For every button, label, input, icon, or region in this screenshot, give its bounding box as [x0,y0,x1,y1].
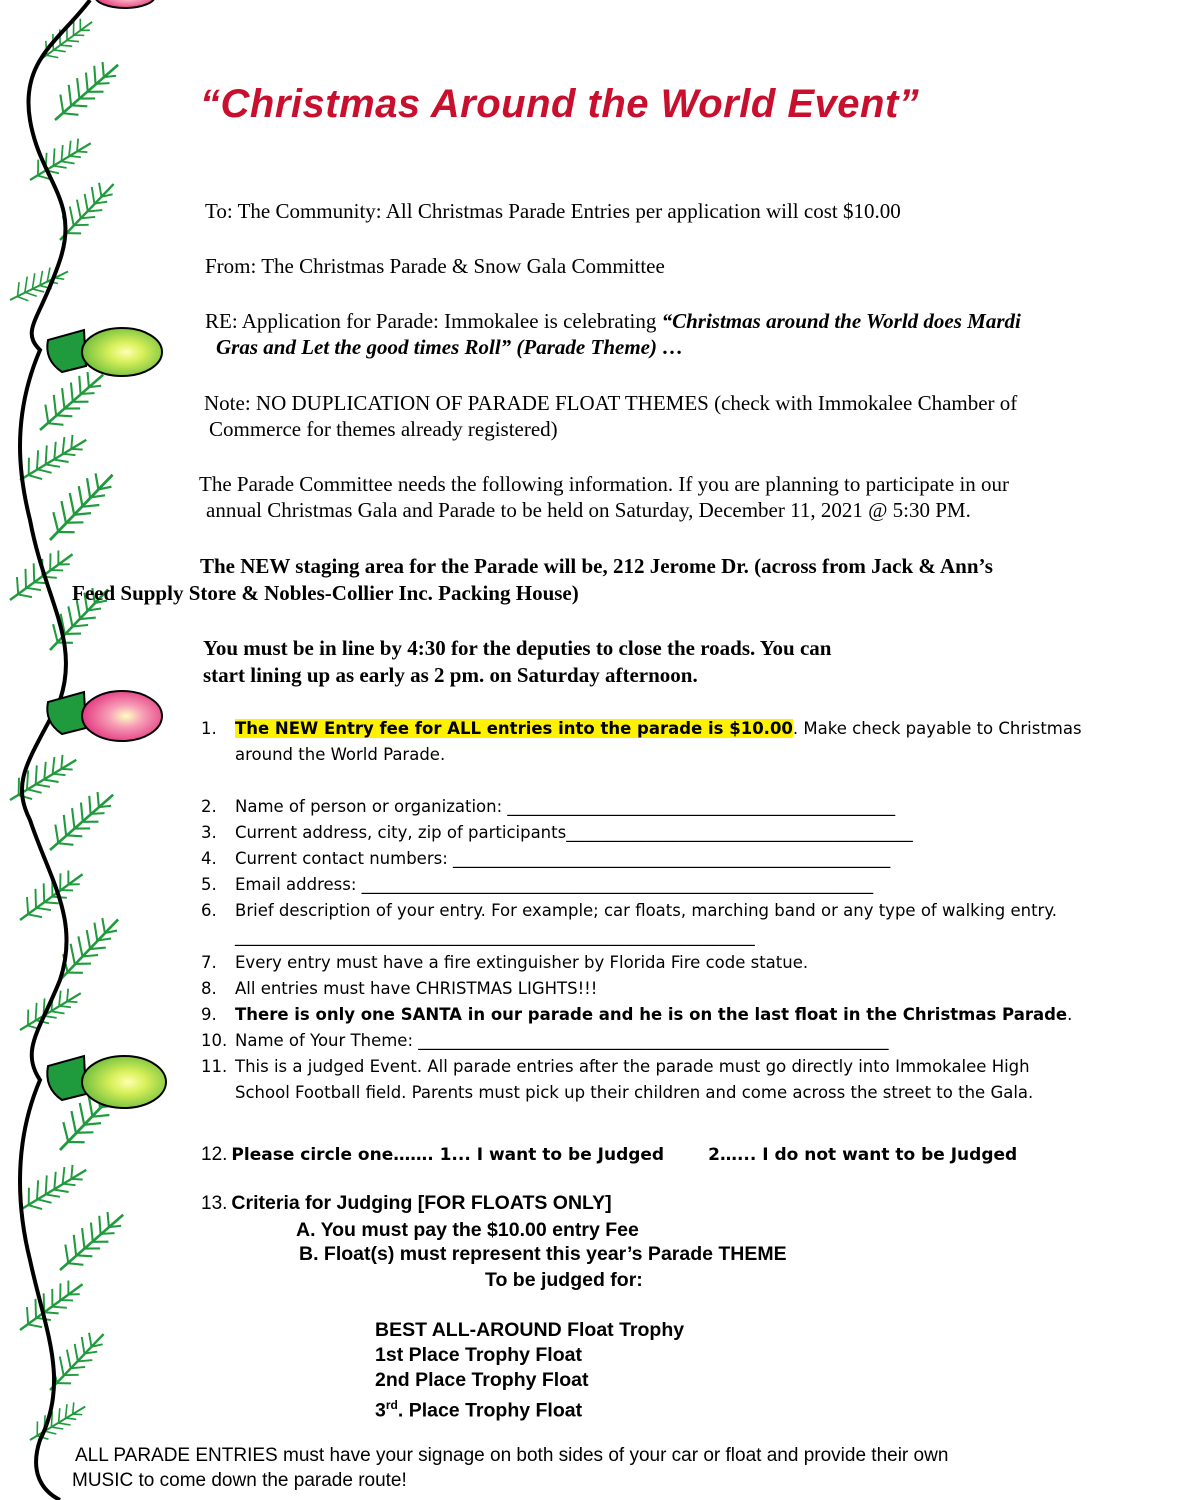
list-item: 2. Name of person or organization: _______________________________________________ [201,797,896,816]
lineup-notice-cont: start lining up as early as 2 pm. on Saturday afternoon. [203,663,698,687]
list-item: 3. Current address, city, zip of participants__________________________________________ [201,823,913,842]
list-item: 10. Name of Your Theme: _________________________________________________________ [201,1031,889,1050]
email-field: Email address: ______________________________________________________________ [235,875,874,894]
pink-bulb-icon [47,691,162,741]
list-item: 7. Every entry must have a fire extinguisher by Florida Fire code statue. [201,953,809,972]
contact-numbers-field: Current contact numbers: _____________________________________________________ [235,849,891,868]
criteria-a: A. You must pay the $10.00 entry Fee [296,1219,639,1241]
staging-area-cont: Feed Supply Store & Nobles-Collier Inc. Packing House) [72,581,579,605]
list-item: 11. This is a judged Event. All parade entries after the parade must go directly into Immokalee High [201,1057,1030,1076]
green-bulb-icon [47,1056,166,1108]
list-item: 5. Email address: ______________________________________________________________ [201,875,874,894]
trophy-third: 3rd. Place Trophy Float [375,1398,583,1422]
organization-name-field: Name of person or organization: _______________________________________________ [235,797,896,816]
trophy-best: BEST ALL-AROUND Float Trophy [375,1319,685,1341]
christmas-light-garland [0,0,200,1500]
info-paragraph: The Parade Committee needs the following information. If you are planning to participate in our [199,472,1010,496]
list-item: 9. There is only one SANTA in our parade and he is on the last float in the Christmas Parade. [201,1005,1073,1024]
criteria-c: To be judged for: [485,1269,643,1291]
memo-re [205,308,1021,334]
judging-criteria: 13. Criteria for Judging [FOR FLOATS ONLY] [201,1192,612,1214]
green-bulb-icon [47,328,162,376]
not-judged-option: 2…... I do not want to be Judged [708,1145,1018,1165]
lineup-notice: You must be in line by 4:30 for the deputies to close the roads. You can [203,636,832,660]
page-title: “Christmas Around the World Event” [200,82,920,126]
entry-description-field: _______________________________________________________________ [235,927,755,946]
trophy-first: 1st Place Trophy Float [375,1344,582,1366]
list-item-cont: around the World Parade. [235,745,446,764]
judging-choice: 12. Please circle one……. 1... I want to be Judged 2…... I do not want to be Judged [201,1144,1018,1165]
list-item-cont: School Football field. Parents must pick up their children and come across the street to the Gala. [235,1083,1034,1102]
trophy-second: 2nd Place Trophy Float [375,1369,589,1391]
criteria-b: B. Float(s) must represent this year’s Parade THEME [299,1243,787,1265]
footer-notice: ALL PARADE ENTRIES must have your signage on both sides of your car or float and provide their own [75,1445,949,1466]
memo-to: To: The Community: All Christmas Parade Entries per application will cost $10.00 [205,199,901,223]
entry-fee-highlight: The NEW Entry fee for ALL entries into the parade is $10.00 [235,719,793,738]
memo-note-cont: Commerce for themes already registered) [209,417,558,441]
address-field: Current address, city, zip of participants__________________________________________ [235,823,913,842]
info-paragraph-cont: annual Christmas Gala and Parade to be held on Saturday, December 11, 2021 @ 5:30 PM. [206,498,971,522]
memo-note: Note: NO DUPLICATION OF PARADE FLOAT THEMES (check with Immokalee Chamber of [204,391,1018,415]
memo-re-prefix: RE: Application for Parade: Immokalee is celebrating [205,309,662,333]
staging-area: The NEW staging area for the Parade will be, 212 Jerome Dr. (across from Jack & Ann’s [200,554,993,578]
list-item: 1. The NEW Entry fee for ALL entries into the parade is $10.00. Make check payable to Christmas [201,719,1082,738]
memo-from: From: The Christmas Parade & Snow Gala Committee [205,254,665,278]
parade-theme: “Christmas around the World does Mardi [661,309,1021,333]
theme-name-field: Name of Your Theme: _________________________________________________________ [235,1031,889,1050]
judged-option: Please circle one……. 1... I want to be Judged [231,1145,665,1165]
requirements-list [201,716,1151,1106]
list-item: 4. Current contact numbers: _____________________________________________________ [201,849,891,868]
list-item: 8. All entries must have CHRISTMAS LIGHTS!!! [201,979,598,998]
parade-theme-cont: Gras and Let the good times Roll” (Parade Theme) … [216,335,684,359]
footer-notice-cont: MUSIC to come down the parade route! [72,1470,407,1491]
pink-bulb-icon [95,0,155,8]
list-item: 6. Brief description of your entry. For example; car floats, marching band or any type of walking entry. [201,901,1057,920]
